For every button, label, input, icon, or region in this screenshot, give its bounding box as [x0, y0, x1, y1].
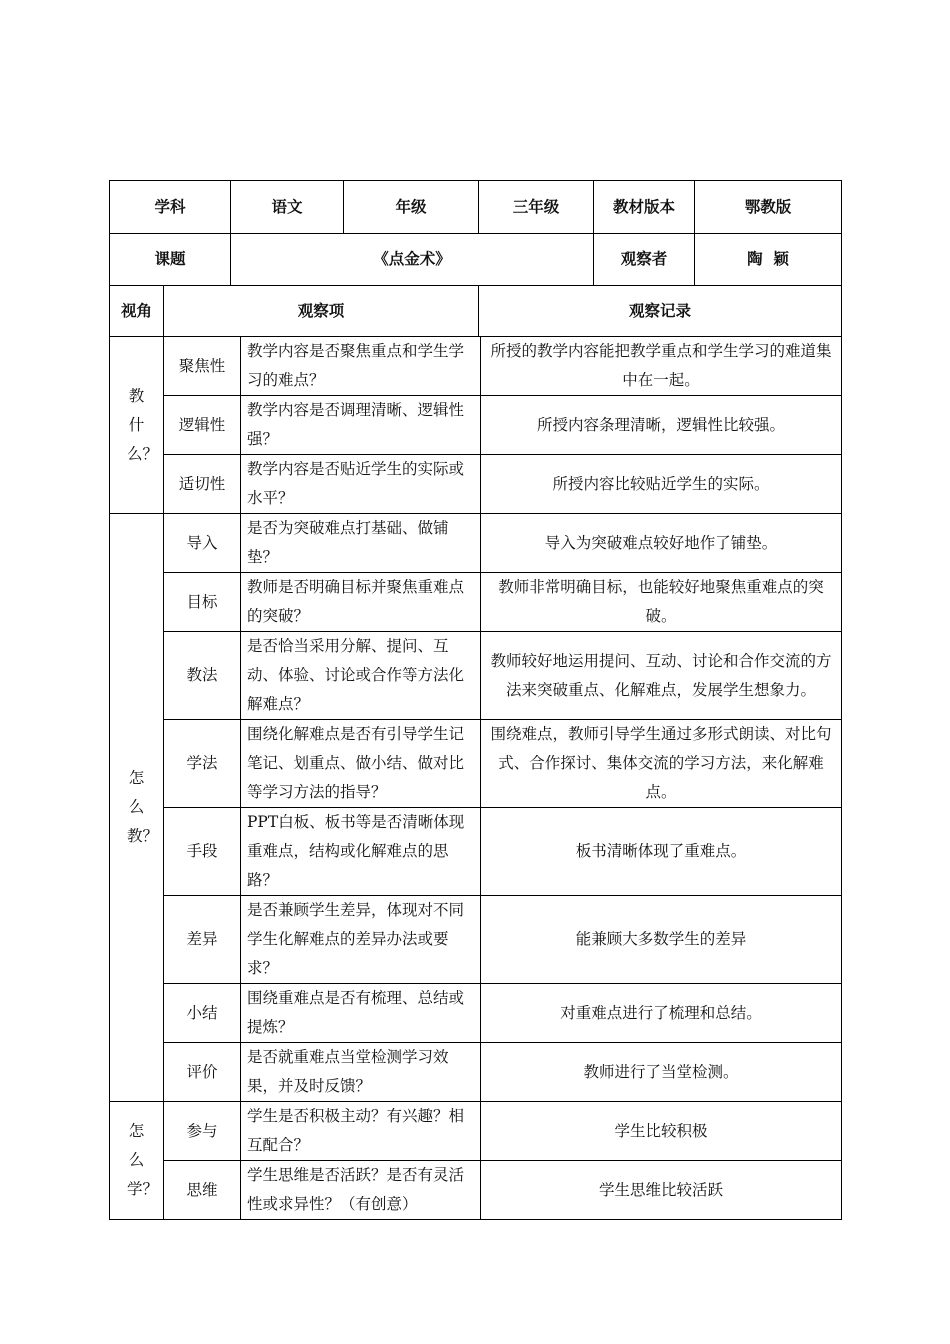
question-cell: 是否就重难点当堂检测学习效果，并及时反馈？: [241, 1043, 481, 1102]
topic-label: 课题: [110, 234, 231, 286]
column-header-row: [110, 286, 842, 337]
question-cell: PPT白板、板书等是否清晰体现重难点，结构或化解难点的思路？: [241, 808, 481, 896]
observation-row: [110, 984, 842, 1043]
aspect-cell: 参与: [164, 1102, 241, 1161]
record-cell: 学生比较积极: [481, 1102, 842, 1161]
question-cell: 教学内容是否聚焦重点和学生学习的难点？: [241, 337, 481, 396]
record-header: 观察记录: [479, 286, 842, 337]
section-perspective: 怎么教？: [110, 514, 164, 1102]
record-cell: 所授内容条理清晰，逻辑性比较强。: [481, 396, 842, 455]
observation-row: [110, 396, 842, 455]
grade-label: 年级: [344, 181, 479, 234]
aspect-cell: 聚焦性: [164, 337, 241, 396]
record-cell: 教师较好地运用提问、互动、讨论和合作交流的方法来突破重点、化解难点，发展学生想象力。: [481, 632, 842, 720]
subject-label: 学科: [110, 181, 231, 234]
aspect-cell: 差异: [164, 896, 241, 984]
observation-row: [110, 1102, 842, 1161]
observation-row: [110, 514, 842, 573]
aspect-cell: 评价: [164, 1043, 241, 1102]
section-perspective: 教什么？: [110, 337, 164, 514]
observation-row: [110, 337, 842, 396]
record-cell: 对重难点进行了梳理和总结。: [481, 984, 842, 1043]
observer-label: 观察者: [594, 234, 695, 286]
observation-row: [110, 1043, 842, 1102]
observation-row: [110, 896, 842, 984]
record-cell: 围绕难点，教师引导学生通过多形式朗读、对比句式、合作探讨、集体交流的学习方法，来化解难点。: [481, 720, 842, 808]
question-cell: 学生是否积极主动？有兴趣？相互配合？: [241, 1102, 481, 1161]
aspect-cell: 导入: [164, 514, 241, 573]
observation-row: [110, 632, 842, 720]
record-cell: 所授的教学内容能把教学重点和学生学习的难道集中在一起。: [481, 337, 842, 396]
grade-value: 三年级: [479, 181, 594, 234]
question-cell: 教师是否明确目标并聚焦重难点的突破？: [241, 573, 481, 632]
question-cell: 是否兼顾学生差异，体现对不同学生化解难点的差异办法或要求？: [241, 896, 481, 984]
observation-row: [110, 1161, 842, 1220]
question-cell: 教学内容是否调理清晰、逻辑性强？: [241, 396, 481, 455]
item-header: 观察项: [164, 286, 479, 337]
observation-row: [110, 720, 842, 808]
edition-value: 鄂教版: [695, 181, 842, 234]
record-cell: 教师非常明确目标，也能较好地聚焦重难点的突破。: [481, 573, 842, 632]
question-cell: 围绕化解难点是否有引导学生记笔记、划重点、做小结、做对比等学习方法的指导？: [241, 720, 481, 808]
header-row-2: [110, 234, 842, 286]
header-row-1: [110, 181, 842, 234]
observation-row: [110, 455, 842, 514]
record-cell: 板书清晰体现了重难点。: [481, 808, 842, 896]
question-cell: 是否为突破难点打基础、做铺垫？: [241, 514, 481, 573]
observation-body: [109, 336, 842, 1220]
question-cell: 是否恰当采用分解、提问、互动、体验、讨论或合作等方法化解难点？: [241, 632, 481, 720]
aspect-cell: 适切性: [164, 455, 241, 514]
aspect-cell: 教法: [164, 632, 241, 720]
edition-label: 教材版本: [594, 181, 695, 234]
aspect-cell: 逻辑性: [164, 396, 241, 455]
aspect-cell: 小结: [164, 984, 241, 1043]
topic-value: 《点金术》: [231, 234, 594, 286]
question-cell: 教学内容是否贴近学生的实际或水平？: [241, 455, 481, 514]
observer-value: 陶 颖: [695, 234, 842, 286]
record-cell: 教师进行了当堂检测。: [481, 1043, 842, 1102]
record-cell: 导入为突破难点较好地作了铺垫。: [481, 514, 842, 573]
aspect-cell: 目标: [164, 573, 241, 632]
aspect-cell: 学法: [164, 720, 241, 808]
record-cell: 能兼顾大多数学生的差异: [481, 896, 842, 984]
observation-row: [110, 808, 842, 896]
question-cell: 围绕重难点是否有梳理、总结或提炼？: [241, 984, 481, 1043]
observation-row: [110, 573, 842, 632]
observation-table: [109, 180, 842, 337]
record-cell: 学生思维比较活跃: [481, 1161, 842, 1220]
question-cell: 学生思维是否活跃？是否有灵活性或求异性？（有创意）: [241, 1161, 481, 1220]
subject-value: 语文: [231, 181, 344, 234]
aspect-cell: 手段: [164, 808, 241, 896]
aspect-cell: 思维: [164, 1161, 241, 1220]
section-perspective: 怎么学？: [110, 1102, 164, 1220]
record-cell: 所授内容比较贴近学生的实际。: [481, 455, 842, 514]
perspective-header: 视角: [110, 286, 164, 337]
